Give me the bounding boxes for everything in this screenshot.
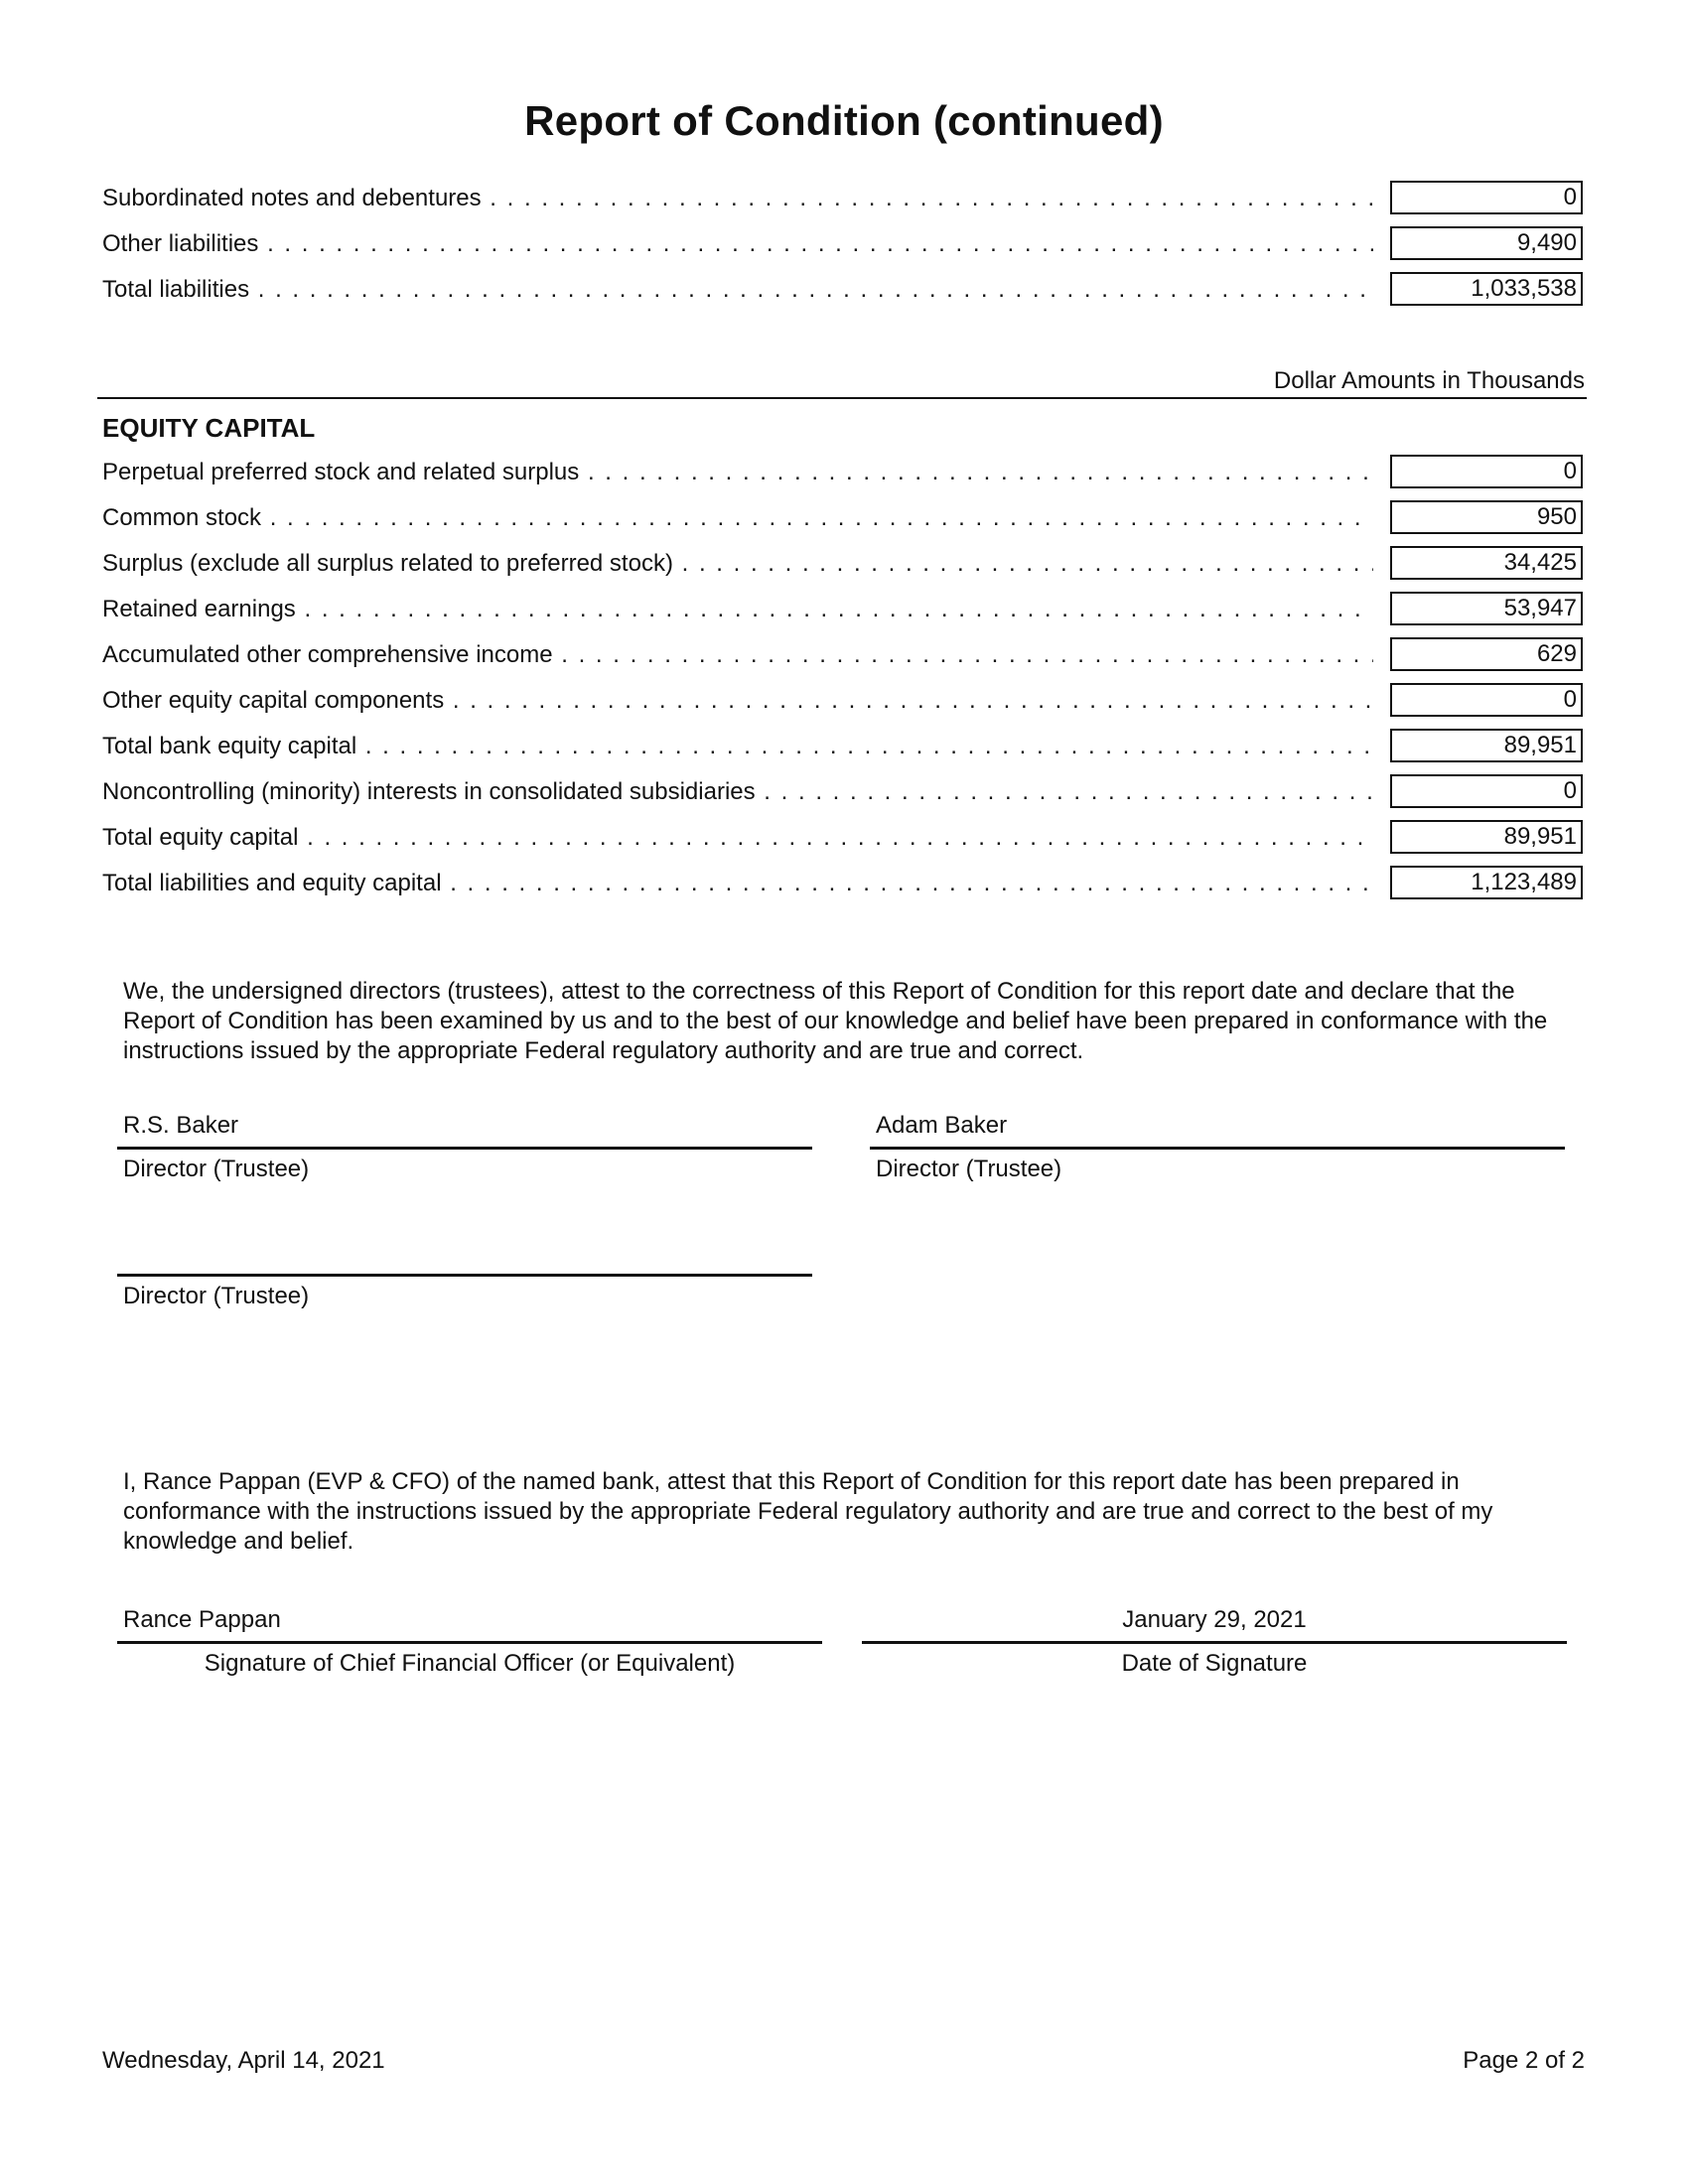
line-item-surplus xyxy=(102,544,1586,584)
page-title: Report of Condition (continued) xyxy=(524,97,1164,144)
line-item-value: 1,033,538 xyxy=(1390,272,1583,306)
line-item-total-equity-capital xyxy=(102,818,1586,858)
line-item-value: 9,490 xyxy=(1390,226,1583,260)
line-item-value: 0 xyxy=(1390,455,1583,488)
cfo-attestation: I, Rance Pappan (EVP & CFO) of the named bank, attest that this Report of Condition for this report date has been prepared in conformance with the instructions issued by the appropriate Federal regulatory authority and are true and correct to the best of my knowledge and belief. xyxy=(123,1468,1493,1555)
page-number: Page 2 of 2 xyxy=(1463,2047,1585,2074)
line-item-other-liabilities xyxy=(102,224,1586,264)
equity-capital-heading: EQUITY CAPITAL xyxy=(102,413,316,443)
line-item-label: Surplus (exclude all surplus related to preferred stock) . . . xyxy=(102,544,1373,584)
line-item-label: Other equity capital components . . . xyxy=(102,681,1373,721)
director-3-signature-line xyxy=(117,1274,812,1277)
line-item-value: 34,425 xyxy=(1390,546,1583,580)
signature-date: January 29, 2021 xyxy=(1122,1606,1307,1633)
line-item-label: Total bank equity capital . . . xyxy=(102,727,1373,766)
line-item-label: Noncontrolling (minority) interests in consolidated subsidiaries . . . xyxy=(102,772,1373,812)
line-item-value: 629 xyxy=(1390,637,1583,671)
director-1-caption: Director (Trustee) xyxy=(123,1156,310,1182)
line-item-noncontrolling-interests xyxy=(102,772,1586,812)
line-item-label: Subordinated notes and debentures . . . xyxy=(102,179,1373,218)
director-1-name: R.S. Baker xyxy=(123,1112,239,1139)
date-signature-line xyxy=(862,1641,1567,1644)
line-item-label: Retained earnings . . . xyxy=(102,590,1373,629)
line-item-label: Perpetual preferred stock and related surplus . . . xyxy=(102,453,1373,492)
line-item-label: Total liabilities . . . xyxy=(102,270,1373,310)
director-2-name: Adam Baker xyxy=(876,1112,1008,1139)
footer-date: Wednesday, April 14, 2021 xyxy=(102,2047,385,2074)
director-3-caption: Director (Trustee) xyxy=(123,1283,310,1309)
units-note: Dollar Amounts in Thousands xyxy=(1273,367,1585,394)
line-item-label: Common stock . . . xyxy=(102,498,1373,538)
line-item-value: 53,947 xyxy=(1390,592,1583,625)
line-item-other-equity-components xyxy=(102,681,1586,721)
line-item-label: Accumulated other comprehensive income . . . xyxy=(102,635,1373,675)
line-item-perpetual-preferred-stock xyxy=(102,453,1586,492)
line-item-total-liabilities-and-equity xyxy=(102,864,1586,903)
director-2-signature-line xyxy=(870,1147,1565,1150)
line-item-total-bank-equity-capital xyxy=(102,727,1586,766)
cfo-signature-line xyxy=(117,1641,822,1644)
directors-attestation: We, the undersigned directors (trustees), attest to the correctness of this Report of Condition for this report date and declare that the Report of Condition has been examined by us and to the best of our knowledge and belief have been prepared in conformance with the instructions issued by the appropriate Federal regulatory authority and are true and correct. xyxy=(123,978,1548,1064)
cfo-name: Rance Pappan xyxy=(123,1606,281,1633)
line-item-value: 89,951 xyxy=(1390,820,1583,854)
line-item-subordinated-notes xyxy=(102,179,1586,218)
line-item-value: 1,123,489 xyxy=(1390,866,1583,899)
line-item-label: Total equity capital . . . xyxy=(102,818,1373,858)
director-2-caption: Director (Trustee) xyxy=(876,1156,1062,1182)
line-item-value: 89,951 xyxy=(1390,729,1583,762)
line-item-retained-earnings xyxy=(102,590,1586,629)
line-item-label: Other liabilities . . . xyxy=(102,224,1373,264)
director-1-signature-line xyxy=(117,1147,812,1150)
line-item-value: 0 xyxy=(1390,774,1583,808)
line-item-total-liabilities xyxy=(102,270,1586,310)
line-item-accumulated-oci xyxy=(102,635,1586,675)
line-item-common-stock xyxy=(102,498,1586,538)
line-item-value: 950 xyxy=(1390,500,1583,534)
cfo-signature-caption: Signature of Chief Financial Officer (or Equivalent) xyxy=(204,1650,736,1677)
line-item-value: 0 xyxy=(1390,181,1583,214)
section-divider xyxy=(97,397,1587,399)
line-item-label: Total liabilities and equity capital . . . xyxy=(102,864,1373,903)
line-item-value: 0 xyxy=(1390,683,1583,717)
date-signature-caption: Date of Signature xyxy=(1121,1650,1308,1677)
